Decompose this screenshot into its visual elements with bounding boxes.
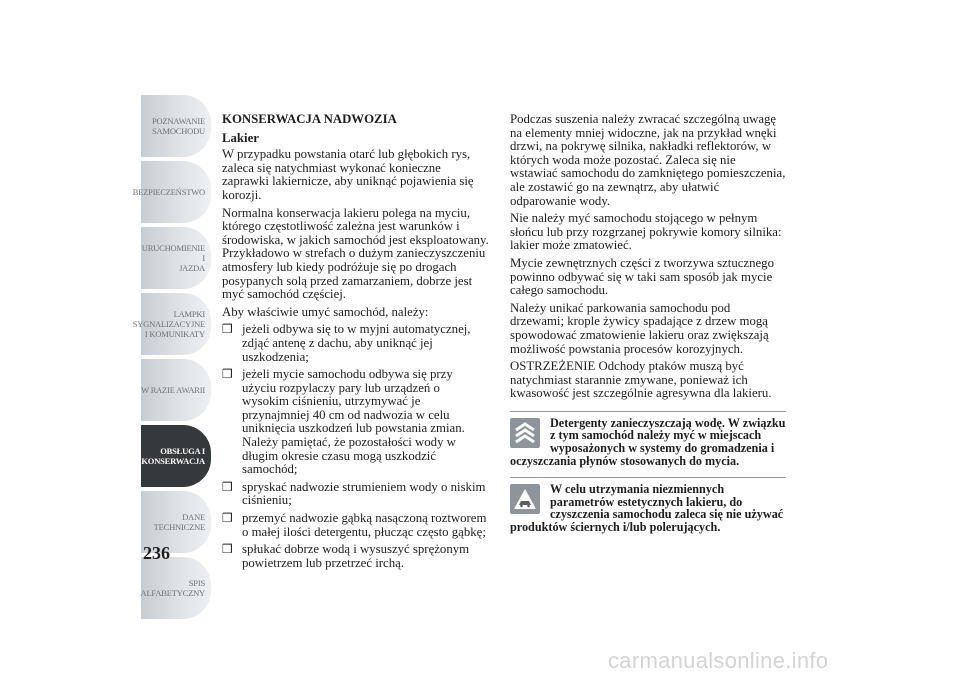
left-column <box>222 113 490 574</box>
checkbox-bullet-icon: ❒ <box>222 511 233 526</box>
paragraph: Mycie zewnętrznych części z tworzywa sztucznego powinno odbywać się w taki sam sposób jak mycie całego samochodu. <box>510 255 774 298</box>
tab-obsluga-konserwacja[interactable] <box>141 425 211 487</box>
tab-uruchomienie-jazda[interactable] <box>141 227 211 289</box>
tab-bezpieczenstwo[interactable] <box>132 161 211 223</box>
checkbox-bullet-icon: ❒ <box>222 542 233 557</box>
paragraph: Podczas suszenia należy zwracać szczególną uwagę na elementy mniej widoczne, jak na przykład wnęki drzwi, na pokrywę silnika, nakładki reflektorów, w których woda może pozostać. Zaleca się nie wstawiać samochodu do zamkniętego pomieszczenia, ale zostawić go na zewnątrz, aby ułatwić odparowanie wody. <box>510 112 786 208</box>
paragraph: Nie należy myć samochodu stojącego w pełnym słońcu lub przy rozgrzanej pokrywie komory silnika: lakier może zmatowieć. <box>510 211 782 253</box>
checkbox-bullet-icon: ❒ <box>222 322 233 337</box>
car-warning-icon <box>510 484 540 514</box>
tab-spis-alfabetyczny[interactable] <box>141 557 211 619</box>
tab-label: W RAZIE AWARII <box>141 385 205 395</box>
list-item <box>222 512 490 539</box>
right-column <box>510 113 786 534</box>
tab-label: DANE TECHNICZNE <box>153 512 205 532</box>
tab-label: POZNAWANIE SAMOCHODU <box>151 116 205 136</box>
paragraph: Należy unikać parkowania samochodu pod drzewami; krople żywicy spadające z drzew mogą spowodować zmatowienie lakieru oraz zwiększają możliwość powstania procesów korozyjnych. <box>510 300 769 356</box>
list-item-text: przemyć nadwozie gąbką nasączoną roztworem o małej ilości detergentu, płucząc często gąbkę; <box>242 511 487 539</box>
tab-label: BEZPIECZEŃSTWO <box>132 187 205 197</box>
list-item <box>222 481 490 508</box>
environment-note <box>510 411 786 467</box>
section-title: KONSERWACJA NADWOZIA <box>222 112 397 126</box>
tab-label: SPIS ALFABETYCZNY <box>140 578 205 598</box>
warning-paragraph: OSTRZEŻENIE Odchody ptaków muszą być natychmiast starannie zmywane, ponieważ ich kwasowość jest szczególnie agresywna dla lakieru. <box>510 359 772 401</box>
tab-lampki-sygnalizacyjne[interactable] <box>132 293 211 355</box>
care-note <box>510 477 786 533</box>
list-item-text: jeżeli mycie samochodu odbywa się przy użyciu rozpylaczy pary lub urządzeń o wysokim ciśnieniu, utrzymywać je przynajmniej 40 cm od nadwozia w celu uniknięcia uszkodzeń lub powstania zmian. Należy pamiętać, że pozostałości wody w długim okresie czasu mogą uszkodzić samochód; <box>242 367 465 477</box>
watermark-text: carmanualsonline.info <box>608 648 829 673</box>
tab-w-razie-awarii[interactable] <box>141 359 211 421</box>
list-item <box>222 368 490 477</box>
tab-label: URUCHOMIENIE I JAZDA <box>141 243 205 273</box>
tab-label: LAMPKI SYGNALIZACYJNE I KOMUNIKATY <box>132 309 205 339</box>
note-text: W celu utrzymania niezmiennych parametrów estetycznych lakieru, do czyszczenia samochodu zaleca się nie używać produktów ściernych i/lub polerujących. <box>510 482 784 535</box>
subheading-lakier: Lakier <box>222 130 259 145</box>
wash-steps-list <box>222 323 490 570</box>
list-item <box>222 543 490 570</box>
paragraph: W przypadku powstania otarć lub głębokich rys, zaleca się natychmiast wykonać konieczne zaprawki lakiernicze, aby uniknąć pojawienia się korozji. <box>222 147 474 202</box>
checkbox-bullet-icon: ❒ <box>222 479 233 494</box>
tab-label: OBSŁUGA I KONSERWACJA <box>141 446 205 466</box>
checkbox-bullet-icon: ❒ <box>222 367 233 382</box>
list-item-text: spłukać dobrze wodą i wysuszyć sprężonym powietrzem lub przetrzeć irchą. <box>242 542 470 570</box>
tab-poznawanie-samochodu[interactable] <box>141 95 211 157</box>
paragraph: Normalna konserwacja lakieru polega na myciu, którego częstotliwość zależna jest warunków i środowiska, w jakich samochód jest eksploatowany. Przykładowo w strefach o dużym zanieczyszczeniu atmosfery lub kiedy podróżuje się po drogach posypanych solą przed zamarzaniem, dobrze jest myć samochód częściej. <box>222 205 489 302</box>
list-item <box>222 323 490 364</box>
list-item-text: spryskać nadwozie strumieniem wody o niskim ciśnieniu; <box>242 479 486 508</box>
paragraph: Aby właściwie umyć samochód, należy: <box>222 304 429 319</box>
environment-chevrons-icon <box>510 418 540 448</box>
note-text: Detergenty zanieczyszczają wodę. W związku z tym samochód należy myć w miejscach wyposażonych w systemy do gromadzenia i oczyszczania płynów stosowanych do mycia. <box>510 415 786 468</box>
list-item-text: jeżeli odbywa się to w myjni automatycznej, zdjąć antenę z dachu, aby uniknąć jej uszkodzenia; <box>242 322 471 364</box>
page-number: 236 <box>143 543 170 563</box>
